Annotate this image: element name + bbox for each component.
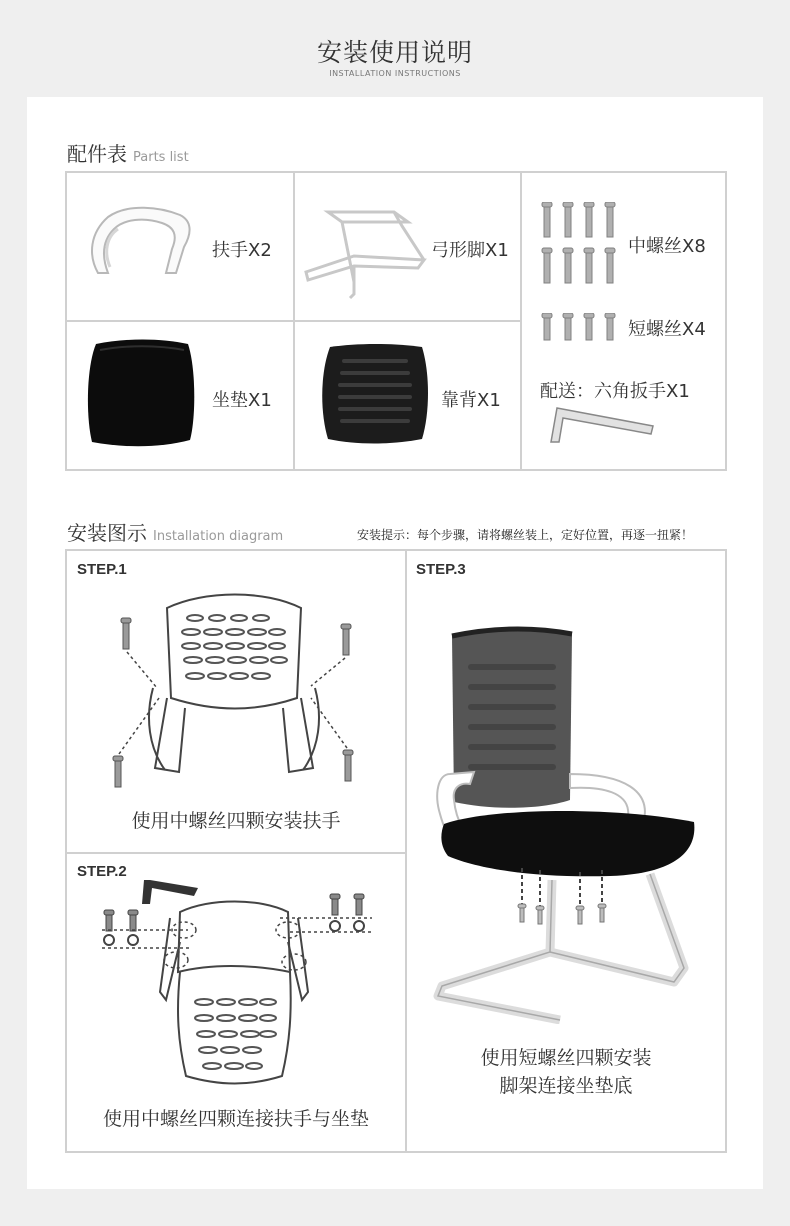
medium-screw-icon [539,202,623,286]
step3-chair-icon [430,624,698,1024]
parts-subtitle: Parts list [133,150,189,165]
part-label-hex-wrench: 配送：六角扳手X1 [540,381,690,402]
step3-caption-line1: 使用短螺丝四颗安装 [480,1047,652,1069]
bow-leg-frame-icon [298,202,428,302]
install-heading [67,517,283,546]
step2-caption: 使用中螺丝四颗连接扶手与坐垫 [102,1108,369,1130]
short-screw-icon [539,313,623,343]
step2-label: STEP.2 [77,863,127,880]
part-label-bow-leg: 弓形脚X1 [431,240,509,261]
part-label-armrest: 扶手X2 [212,240,272,261]
parts-heading [67,138,189,167]
step2-diagram-icon [100,872,375,1086]
step3-caption-line2: 脚架连接坐垫底 [499,1075,633,1097]
part-label-medium-screw: 中螺丝X8 [628,236,706,257]
install-tip: 安装提示：每个步骤，请将螺丝装上，定好位置，再逐一扭紧！ [357,528,694,542]
hex-wrench-icon [545,402,660,446]
step1-diagram-icon [105,588,367,788]
step1-label: STEP.1 [77,561,127,578]
part-label-seat: 坐垫X1 [212,390,272,411]
step3-label: STEP.3 [416,561,466,578]
install-subtitle: Installation diagram [153,529,284,544]
page-title: 安装使用说明 [316,38,473,67]
seat-cushion-icon [86,338,198,448]
parts-title: 配件表 [67,142,127,166]
part-label-short-screw: 短螺丝X4 [628,319,706,340]
page-subtitle: INSTALLATION INSTRUCTIONS [329,69,461,78]
install-title: 安装图示 [67,521,147,545]
armrest-icon [80,203,200,281]
backrest-icon [318,343,432,447]
part-label-backrest: 靠背X1 [441,390,501,411]
step1-caption: 使用中螺丝四颗安装扶手 [131,810,341,832]
